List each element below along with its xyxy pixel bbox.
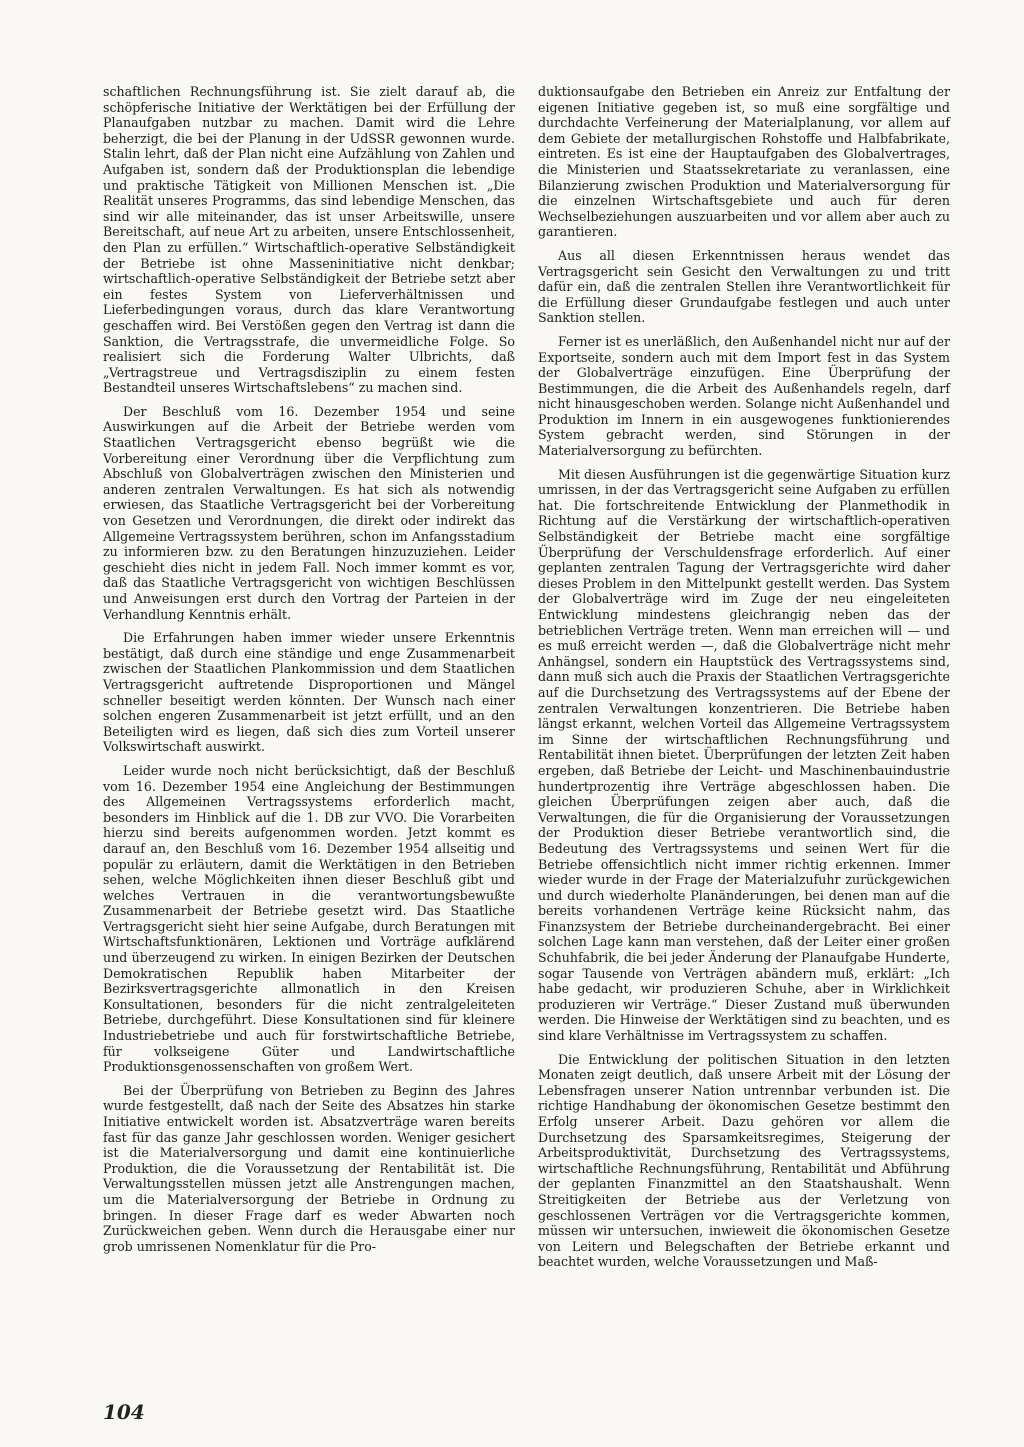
paragraph: Leider wurde noch nicht berücksichtigt, daß der Beschluß vom 16. Dezember 1954 eine Angleichung der Bestimmungen des Allgemeinen Vertragssystems erforderlich macht, besonders im Hinblick auf die 1. DB zur VVO. Die Vorarbeiten hierzu sind bereits aufgenommen worden. Jetzt kommt es darauf an, den Beschluß vom 16. Dezember 1954 allseitig und populär zu erläutern, damit die Werktätigen in den Betrieben sehen, welche Möglichkeiten ihnen dieser Beschluß gibt und welches Vertrauen in die verantwortungsbewußte Zusammenarbeit der Betriebe gesetzt wird. Das Staatliche Vertragsgericht sieht hier seine Aufgabe, durch Beratungen mit Wirtschaftsfunktionären, Lektionen und Vorträge aufklärend und überzeugend zu wirken. In einigen Bezirken der Deutschen Demokratischen Republik haben Mitarbeiter der Bezirksvertragsgerichte allmonatlich in den Kreisen Konsultationen, besonders für die nicht zentralgeleiteten Betriebe, durchgeführt. Diese Konsultationen sind für kleinere Industriebetriebe und auch für forstwirtschaftliche Betriebe, für volkseigene Güter und Landwirtschaftliche Produktionsgenossenschaften von großem Wert. [103, 762, 515, 1075]
page-number: 104 [103, 1400, 145, 1424]
left-column [103, 84, 515, 1262]
paragraph: schaftlichen Rechnungsführung ist. Sie zielt darauf ab, die schöpferische Initiative der Werktätigen bei der Erfüllung der Planaufgaben nutzbar zu machen. Damit wird die Lehre beherzigt, die bei der Planung in der UdSSR gewonnen wurde. Stalin lehrt, daß der Plan nicht eine Aufzählung von Zahlen und Aufgaben ist, sondern daß der Produktionsplan die lebendige und praktische Tätigkeit von Millionen Menschen ist. „Die Realität unseres Programms, das sind lebendige Menschen, das sind wir alle miteinander, das ist unser Arbeitswille, unsere Bereitschaft, auf neue Art zu arbeiten, unsere Entschlossenheit, den Plan zu erfüllen.“ Wirtschaftlich-operative Selbständigkeit der Betriebe ist ohne Masseninitiative nicht denkbar; wirtschaftlich-operative Selbständigkeit der Betriebe setzt aber ein festes System von Lieferverhältnissen und Lieferbedingungen voraus, durch das klare Verantwortung geschaffen wird. Bei Verstößen gegen den Vertrag ist dann die Sanktion, die Vertragsstrafe, die unvermeidliche Folge. So realisiert sich die Forderung Walter Ulbrichts, daß „Vertragstreue und Vertragsdisziplin zu einem festen Bestandteil unseres Wirtschaftslebens“ zu machen sind. [103, 84, 515, 396]
paragraph: Mit diesen Ausführungen ist die gegenwärtige Situation kurz umrissen, in der das Vertragsgericht seine Aufgaben zu erfüllen hat. Die fortschreitende Entwicklung der Planmethodik in Richtung auf die Verstärkung der wirtschaftlich-operativen Selbständigkeit der Betriebe macht eine sorgfältige Überprüfung der Verschuldensfrage erforderlich. Auf einer geplanten zentralen Tagung der Vertragsgerichte wird daher dieses Problem in den Mittelpunkt gestellt werden. Das System der Globalverträge wird im Zuge der neu eingeleiteten Entwicklung mindestens gleichrangig neben das der betrieblichen Verträge treten. Wenn man erreichen will — und es muß erreicht werden —, daß die Globalverträge nicht mehr Anhängsel, sondern ein Hauptstück des Vertragssystems sind, dann muß sich auch die Praxis der Staatlichen Vertragsgerichte auf die Durchsetzung des Vertragssystems auf der Ebene der zentralen Verwaltungen konzentrieren. Die Betriebe haben längst erkannt, welchen Vorteil das Allgemeine Vertragssystem im Sinne der wirtschaftlichen Rechnungsführung und Rentabilität ihnen bietet. Überprüfungen der letzten Zeit haben ergeben, daß Betriebe der Leicht- und Maschinenbauindustrie hundertprozentig ihre Verträge abgeschlossen haben. Die gleichen Überprüfungen zeigen aber auch, daß die Verwaltungen, die für die Organisierung der Voraussetzungen der Produktion dieser Betriebe verantwortlich sind, die Bedeutung des Vertragssystems und seinen Wert für die Betriebe offensichtlich nicht immer richtig erkennen. Immer wieder wurde in der Frage der Materialzufuhr zurückgewichen und durch wiederholte Planänderungen, bei denen man auf die bereits vorhandenen Verträge keine Rücksicht nahm, das Finanzsystem der Betriebe durcheinandergebracht. Bei einer solchen Lage kann man verstehen, daß der Leiter einer großen Schuhfabrik, die bei jeder Änderung der Planaufgabe Hunderte, sogar Tausende von Verträgen abändern muß, erklärt: „Ich habe gedacht, wir produzieren Schuhe, aber in Wirklichkeit produzieren wir Verträge.“ Dieser Zustand muß überwunden werden. Die Hinweise der Werktätigen sind zu beachten, und es sind klare Verhältnisse im Vertragssystem zu schaffen. [538, 466, 950, 1044]
paragraph: Die Entwicklung der politischen Situation in den letzten Monaten zeigt deutlich, daß unsere Arbeit mit der Lösung der Lebensfragen unserer Nation untrennbar verbunden ist. Die richtige Handhabung der ökonomischen Gesetze bestimmt den Erfolg unserer Arbeit. Dazu gehören vor allem die Durchsetzung des Sparsamkeitsregimes, Steigerung der Arbeitsproduktivität, Durchsetzung des Vertragssystems, wirtschaftliche Rechnungsführung, Rentabilität und Abführung der geplanten Finanzmittel an den Staatshaushalt. Wenn Streitigkeiten der Betriebe aus der Verletzung von geschlossenen Verträgen vor die Vertragsgerichte kommen, müssen wir untersuchen, inwieweit die ökonomischen Gesetze von Leitern und Belegschaften der Betriebe erkannt und beachtet wurden, welche Voraussetzungen und Maß- [538, 1051, 950, 1270]
right-column [538, 84, 950, 1278]
paragraph: Die Erfahrungen haben immer wieder unsere Erkenntnis bestätigt, daß durch eine ständige und enge Zusammenarbeit zwischen der Staatlichen Plankommission und dem Staatlichen Vertragsgericht auftretende Disproportionen und Mängel schneller beseitigt werden könnten. Der Wunsch nach einer solchen engeren Zusammenarbeit ist jetzt erfüllt, und an den Beteiligten wird es liegen, daß sich dies zum Vorteil unserer Volkswirtschaft auswirkt. [103, 630, 515, 755]
paragraph: duktionsaufgabe den Betrieben ein Anreiz zur Entfaltung der eigenen Initiative gegeben ist, so muß eine sorgfältige und durchdachte Verfeinerung der Materialplanung, vor allem auf dem Gebiete der metallurgischen Rohstoffe und Halbfabrikate, eintreten. Es ist eine der Hauptaufgaben des Globalvertrages, die Ministerien und Staatssekretariate zu veranlassen, eine Bilanzierung zwischen Produktion und Materialversorgung für die einzelnen Wirtschaftsgebiete und auch für deren Wechselbeziehungen auszuarbeiten und vor allem aber auch zu garantieren. [538, 84, 950, 240]
paragraph: Aus all diesen Erkenntnissen heraus wendet das Vertragsgericht sein Gesicht den Verwaltungen zu und tritt dafür ein, daß die zentralen Stellen ihre Verantwortlichkeit für die Erfüllung dieser Grundaufgabe festlegen und auch unter Sanktion stellen. [538, 247, 950, 326]
paragraph: Der Beschluß vom 16. Dezember 1954 und seine Auswirkungen auf die Arbeit der Betriebe werden vom Staatlichen Vertragsgericht ebenso begrüßt wie die Vorbereitung einer Verordnung über die Verpflichtung zum Abschluß von Globalverträgen zwischen den Ministerien und anderen zentralen Verwaltungen. Es hat sich als notwendig erwiesen, das Staatliche Vertragsgericht bei der Vorbereitung von Gesetzen und Verordnungen, die direkt oder indirekt das Allgemeine Vertragssystem berühren, schon im Anfangsstadium zu informieren bzw. zu den Beratungen hinzuzuziehen. Leider geschieht dies nicht in jedem Fall. Noch immer kommt es vor, daß das Staatliche Vertragsgericht von wichtigen Beschlüssen und Anweisungen erst durch den Vortrag der Parteien in der Verhandlung Kenntnis erhält. [103, 403, 515, 622]
paragraph: Bei der Überprüfung von Betrieben zu Beginn des Jahres wurde festgestellt, daß nach der Seite des Absatzes hin starke Initiative entwickelt worden ist. Absatzverträge waren bereits fast für das ganze Jahr geschlossen worden. Weniger gesichert ist die Materialversorgung und damit eine kontinuierliche Produktion, die die Voraussetzung der Rentabilität ist. Die Verwaltungsstellen müssen jetzt alle Anstrengungen machen, um die Materialversorgung der Betriebe in Ordnung zu bringen. In dieser Frage darf es weder Abwarten noch Zurückweichen geben. Wenn durch die Herausgabe einer nur grob umrissenen Nomenklatur für die Pro- [103, 1082, 515, 1254]
paragraph: Ferner ist es unerläßlich, den Außenhandel nicht nur auf der Exportseite, sondern auch mit dem Import fest in das System der Globalverträge einzufügen. Eine Überprüfung der Bestimmungen, die die Arbeit des Außenhandels regeln, darf nicht hinausgeschoben werden. Solange nicht Außenhandel und Produktion im Innern in ein ausgewogenes funktionierendes System gebracht werden, sind Störungen in der Materialversorgung zu befürchten. [538, 333, 950, 459]
